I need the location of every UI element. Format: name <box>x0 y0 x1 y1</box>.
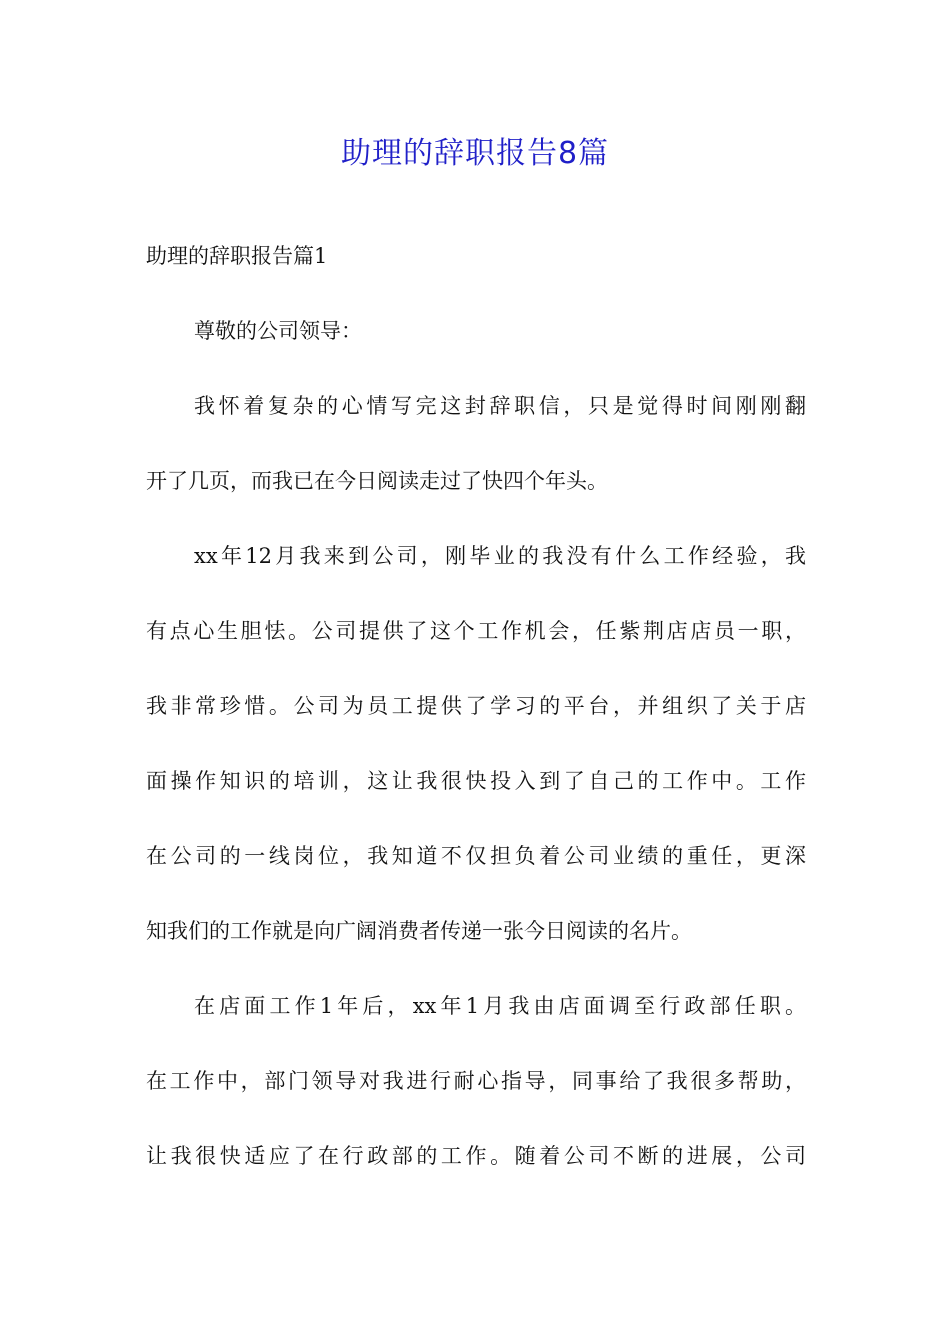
paragraph-line: 让我很快适应了在行政部的工作。随着公司不断的进展，公司 <box>146 1144 806 1168</box>
salutation: 尊敬的公司领导： <box>194 319 362 343</box>
paragraph-line: xx年12月我来到公司，刚毕业的我没有什么工作经验，我 <box>194 544 806 568</box>
paragraph-line: 开了几页，而我已在今日阅读走过了快四个年头。 <box>146 469 608 493</box>
paragraph-line: 在公司的一线岗位，我知道不仅担负着公司业绩的重任，更深 <box>146 844 806 868</box>
paragraph-line: 在店面工作1年后，xx年1月我由店面调至行政部任职。 <box>194 994 806 1018</box>
paragraph-line: 面操作知识的培训，这让我很快投入到了自己的工作中。工作 <box>146 769 806 793</box>
paragraph-line: 在工作中，部门领导对我进行耐心指导，同事给了我很多帮助， <box>146 1069 806 1093</box>
section-heading: 助理的辞职报告篇1 <box>146 244 328 268</box>
paragraph-line: 有点心生胆怯。公司提供了这个工作机会，任紫荆店店员一职， <box>146 619 806 643</box>
paragraph-line: 知我们的工作就是向广阔消费者传递一张今日阅读的名片。 <box>146 919 692 943</box>
paragraph-line: 我非常珍惜。公司为员工提供了学习的平台，并组织了关于店 <box>146 694 806 718</box>
document-title: 助理的辞职报告8篇 <box>340 136 610 171</box>
paragraph-line: 我怀着复杂的心情写完这封辞职信，只是觉得时间刚刚翻 <box>194 394 806 418</box>
